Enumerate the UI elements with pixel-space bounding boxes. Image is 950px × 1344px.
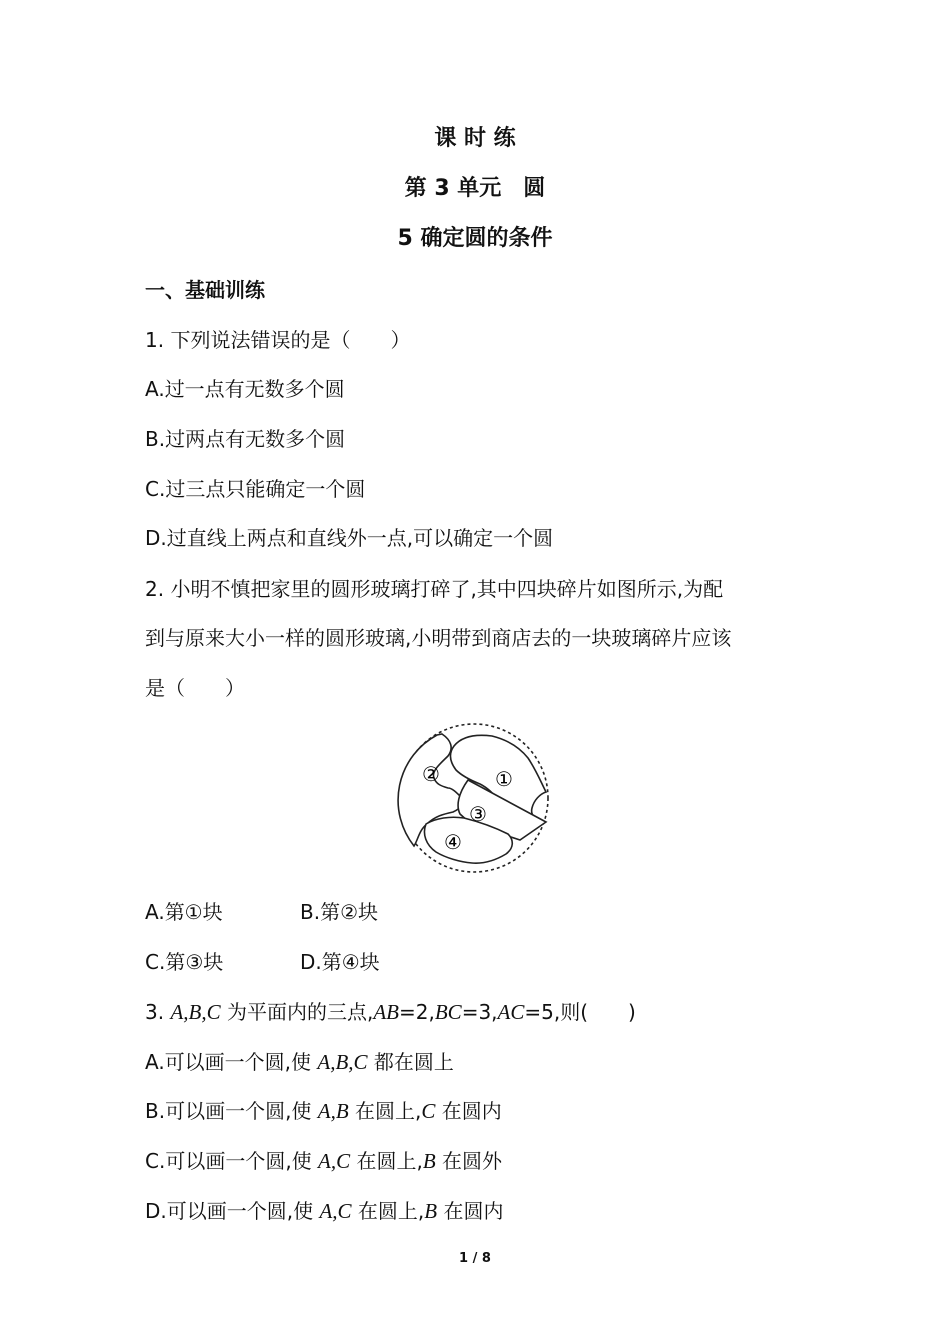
q2-stem-line-1: 2. 小明不慎把家里的圆形玻璃打碎了,其中四块碎片如图所示,为配 — [145, 577, 724, 601]
q2-stem-line-3: 是（ ） — [145, 676, 245, 700]
section-heading: 一、基础训练 — [145, 278, 265, 302]
q3-option-c: C.可以画一个圆,使 A,C 在圆上,B 在圆外 — [145, 1149, 503, 1173]
q3-option-a: A.可以画一个圆,使 A,B,C 都在圆上 — [145, 1050, 454, 1074]
piece-label-2: ② — [422, 762, 440, 786]
lesson-title: 5 确定圆的条件 — [397, 226, 553, 251]
q2-stem-line-2: 到与原来大小一样的圆形玻璃,小明带到商店去的一块玻璃碎片应该 — [145, 626, 732, 650]
q1-option-c: C.过三点只能确定一个圆 — [145, 477, 366, 501]
q2-option-d: D.第④块 — [300, 950, 380, 974]
page-number: 1 / 8 — [459, 1251, 491, 1266]
q1-option-b: B.过两点有无数多个圆 — [145, 427, 346, 451]
q3-option-d: D.可以画一个圆,使 A,C 在圆上,B 在圆内 — [145, 1199, 504, 1223]
broken-glass-figure — [396, 718, 552, 878]
q2-option-c: C.第③块 — [145, 950, 224, 974]
piece-label-1: ① — [495, 767, 513, 791]
q2-option-a: A.第①块 — [145, 900, 223, 924]
q1-stem: 1. 下列说法错误的是（ ） — [145, 328, 411, 352]
q3-option-b: B.可以画一个圆,使 A,B 在圆上,C 在圆内 — [145, 1099, 502, 1123]
q2-option-b: B.第②块 — [300, 900, 379, 924]
piece-label-4: ④ — [444, 830, 462, 854]
q1-option-a: A.过一点有无数多个圆 — [145, 377, 345, 401]
unit-title: 第 3 单元 圆 — [404, 176, 546, 201]
q1-option-d: D.过直线上两点和直线外一点,可以确定一个圆 — [145, 526, 554, 550]
q3-stem: 3. A,B,C 为平面内的三点,AB=2,BC=3,AC=5,则( ) — [145, 1000, 636, 1024]
page-title: 课 时 练 — [434, 126, 516, 151]
piece-label-3: ③ — [469, 802, 487, 826]
